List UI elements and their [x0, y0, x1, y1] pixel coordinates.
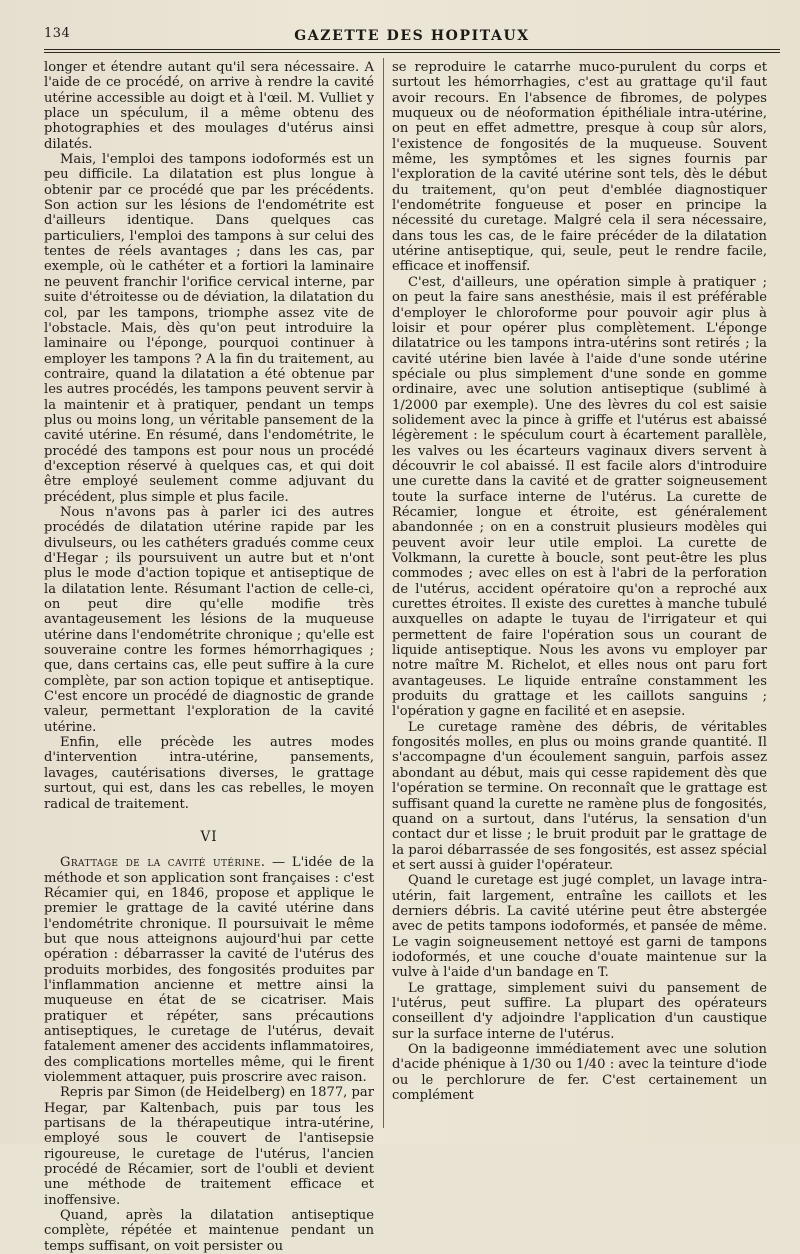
right-column [392, 60, 767, 1130]
paragraph-text: — L'idée de la méthode et son application sont françaises : c'est Récamier qui, en 1846, propose et applique le premier le grattage de la cavité utérine dans l'endométrite chronique. Il poursuivait le même but que nous atteignons aujourd'hui par cette opération : débarrasser la cavité de l'utérus des produits morbides, des fongosités produites par l'inflammation ancienne et mettre ainsi la muqueuse en état de se cicatriser. Mais pratiquer et répéter, sans précautions antiseptiques, le curetage de l'utérus, devait fatalement amener des accidents inflammatoires, des complications mortelles même, qui le firent violemment attaquer, puis proscrire avec raison. [44, 855, 374, 1085]
paragraph: Le curetage ramène des débris, de véritables fongosités molles, en plus ou moins grande quantité. Il s'accompagne d'un écoulement sanguin, parfois assez abondant au début, mais qui cesse rapidement dès que l'opération se termine. On reconnaît que le grattage est suffisant quand la curette ne ramène plus de fongosités, quand on a surtout, dans l'utérus, la sensation d'un contact dur et lisse ; le bruit produit par le grattage de la paroi débarrassée de ses fongosités, est assez spécial et sert aussi à guider l'opérateur. [392, 719, 767, 873]
paragraph: C'est, d'ailleurs, une opération simple à pratiquer ; on peut la faire sans anesthésie, mais il est préférable d'employer le chloroforme pour pouvoir agir plus à loisir et pour opérer plus complètement. L'éponge dilatatrice ou les tampons intra-utérins sont retirés ; la cavité utérine bien lavée à l'aide d'une sonde utérine spéciale ou plus simplement d'une sonde en gomme ordinaire, avec une solution antiseptique (sublimé à 1/2000 par exemple). Une des lèvres du col est saisie solidement avec la pince à griffe et l'utérus est abaissé légèrement : le spéculum court à écartement parallèle, les valves ou les écarteurs vaginaux divers servent à découvrir le col abaissé. Il est facile alors d'introduire une curette dans la cavité et de gratter soigneusement toute la surface interne de l'utérus. La curette de Récamier, longue et étroite, est généralement abandonnée ; on en a construit plusieurs modèles qui peuvent avoir leur utile emploi. La curette de Volkmann, la curette à boucle, sont peut-être les plus commodes ; avec elles on est à l'abri de la perforation de l'utérus, accident opératoire qu'on a reproché aux curettes étroites. Il existe des curettes à manche tubulé auxquelles on adapte le tuyau de l'irrigateur et qui permettent de faire l'opération sous un courant de liquide antiseptique. Nous les avons vu employer par notre maître M. Richelot, et elles nous ont paru fort avantageuses. Le liquide entraîne constamment les produits du grattage et les caillots sanguins ; l'opération y gagne en facilité et en asepsie. [392, 274, 767, 720]
paragraph: Enfin, elle précède les autres modes d'intervention intra-utérine, pansements, lavages, cautérisations diverses, le grattage surtout, qui est, dans les cas rebelles, le moyen radical de traitement. [44, 735, 374, 812]
column-separator [383, 58, 384, 1128]
section-heading: Grattage de la cavité utérine. [60, 855, 266, 871]
paragraph: Repris par Simon (de Heidelberg) en 1877, par Hegar, par Kaltenbach, puis par tous les partisans de la thérapeutique intra-utérine, employé sous le couvert de l'antisepsie rigoureuse, le curetage de l'utérus, l'ancien procédé de Récamier, sort de l'oubli et devient une méthode de traitement efficace et inoffensive. [44, 1085, 374, 1208]
paragraph: se reproduire le catarrhe muco-purulent du corps et surtout les hémorrhagies, c'est au grattage qu'il faut avoir recours. En l'absence de fibromes, de polypes muqueux ou de néoformation épithéliale intra-utérine, on peut en effet admettre, presque à coup sûr alors, l'existence de fongosités de la muqueuse. Souvent même, les symptômes et les signes fournis par l'exploration de la cavité utérine sont tels, dès le début du traitement, qu'on peut d'emblée diagnostiquer l'endométrite fongueuse et poser en principe la nécessité du curetage. Malgré cela il sera nécessaire, dans tous les cas, de le faire précéder de la dilatation utérine antiseptique, qui, seule, peut le rendre facile, efficace et inoffensif. [392, 60, 767, 275]
paragraph: Le grattage, simplement suivi du pansement de l'utérus, peut suffire. La plupart des opérateurs conseillent d'y adjoindre l'application d'un caustique sur la surface interne de l'utérus. [392, 980, 767, 1042]
paragraph: Quand le curetage est jugé complet, un lavage intra-utérin, fait largement, entraîne les caillots et les derniers débris. La cavité utérine peut être abstergée avec de petits tampons iodoformés, et pansée de même. Le vagin soigneusement nettoyé est garni de tampons iodoformés, et une couche d'ouate maintenue sur la vulve à l'aide d'un bandage en T. [392, 873, 767, 981]
section-number: VI [200, 828, 218, 845]
running-title: GAZETTE DES HOPITAUX [294, 28, 530, 44]
paragraph: longer et étendre autant qu'il sera nécessaire. A l'aide de ce procédé, on arrive à rendre la cavité utérine accessible au doigt et à l'œil. M. Vulliet y place un spéculum, il a même obtenu des photographies et des moulages d'utérus ainsi dilatés. [44, 60, 374, 152]
page-number: 134 [44, 26, 71, 41]
header-rule [44, 49, 780, 53]
paragraph: Quand, après la dilatation antiseptique complète, répétée et maintenue pendant un temps suffisant, on voit persister ou [44, 1208, 374, 1254]
paragraph: On la badigeonne immédiatement avec une solution d'acide phénique à 1/30 ou 1/40 : avec la teinture d'iode ou le perchlorure de fer. C'est certainement un complément [392, 1042, 767, 1104]
paragraph: Nous n'avons pas à parler ici des autres procédés de dilatation utérine rapide par les divulseurs, ou les cathéters gradués comme ceux d'Hegar ; ils poursuivent un autre but et n'ont plus le mode d'action topique et antiseptique de la dilatation lente. Résumant l'action de celle-ci, on peut dire qu'elle modifie très avantageusement les lésions de la muqueuse utérine dans l'endométrite chronique ; qu'elle est souveraine contre les formes hémorrhagiques ; que, dans certains cas, elle peut suffire à la cure complète, par son action topique et antiseptique. C'est encore un procédé de diagnostic de grande valeur, permettant l'exploration de la cavité utérine. [44, 504, 374, 735]
left-column [44, 60, 374, 1254]
paragraph [44, 855, 374, 1085]
paragraph: Mais, l'emploi des tampons iodoformés est un peu difficile. La dilatation est plus longue à obtenir par ce procédé que par les précédents. Son action sur les lésions de l'endométrite est d'ailleurs identique. Dans quelques cas particuliers, l'emploi des tampons à sur celui des tentes de réels avantages ; dans les cas, par exemple, où le cathéter et a fortiori la laminaire ne peuvent franchir l'orifice cervical interne, par suite d'étroitesse ou de déviation, la dilatation du col, par les tampons, triomphe assez vite de l'obstacle. Mais, dès qu'on peut introduire la laminaire ou l'éponge, pourquoi continuer à employer les tampons ? A la fin du traitement, au contraire, quand la dilatation a été obtenue par les autres procédés, les tampons peuvent servir à la maintenir et à pratiquer, pendant un temps plus ou moins long, un véritable pansement de la cavité utérine. En résumé, dans l'endométrite, le procédé des tampons est pour nous un procédé d'exception réservé à quelques cas, et qui doit être employé seulement comme adjuvant du précédent, plus simple et plus facile. [44, 152, 374, 505]
page-header [44, 22, 780, 52]
